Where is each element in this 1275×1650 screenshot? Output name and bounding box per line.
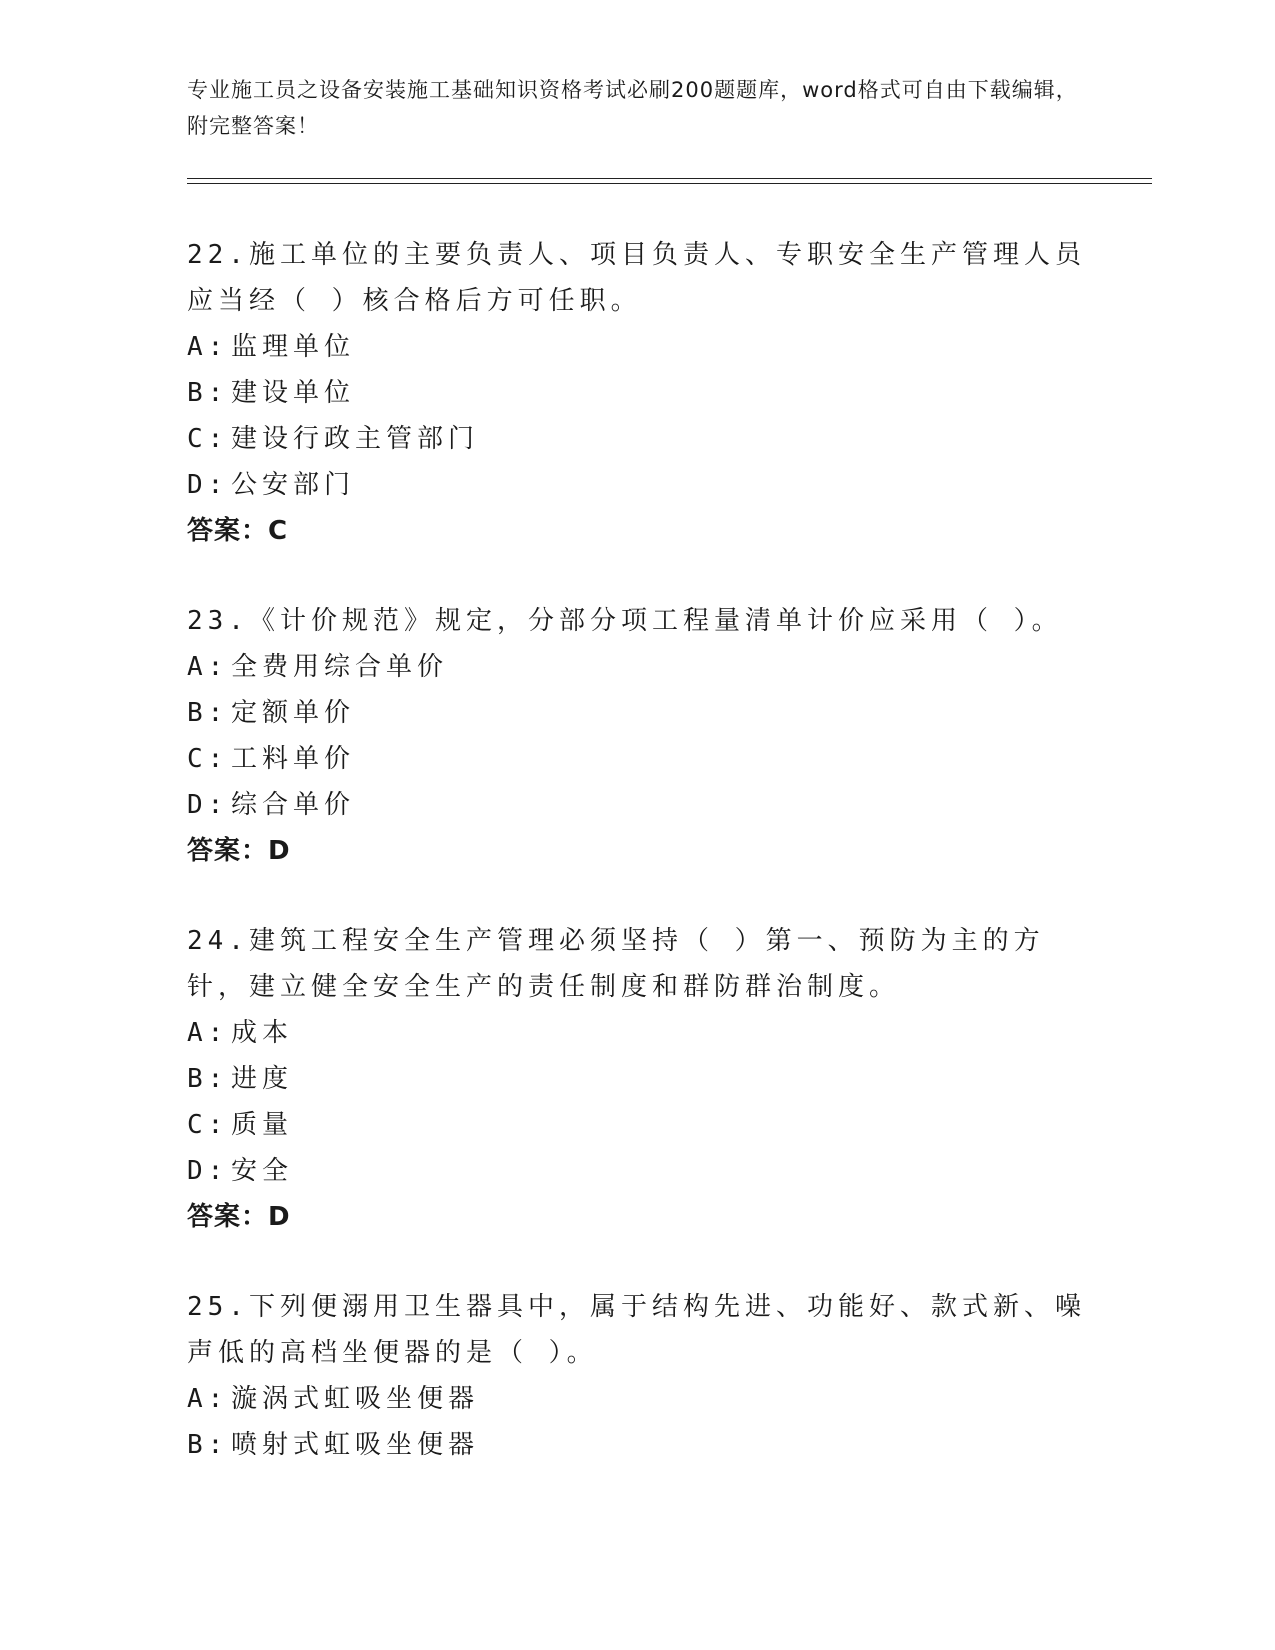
option-key: B: — [187, 378, 229, 408]
option-key: A: — [187, 332, 229, 362]
option-text: 建设行政主管部门 — [231, 424, 480, 454]
option-b — [187, 1422, 1087, 1468]
option-b — [187, 1056, 1087, 1102]
option-key: B: — [187, 1430, 229, 1460]
option-text: 安全 — [231, 1156, 294, 1186]
option-key: C: — [187, 744, 229, 774]
option-d — [187, 782, 1087, 828]
question-25 — [187, 1284, 1087, 1468]
option-key: D: — [187, 470, 229, 500]
header-divider-bottom — [187, 183, 1152, 184]
option-text: 进度 — [231, 1064, 294, 1094]
option-key: A: — [187, 652, 229, 682]
option-key: B: — [187, 698, 229, 728]
question-22 — [187, 232, 1087, 554]
question-list — [187, 232, 1087, 1512]
question-23 — [187, 598, 1087, 874]
option-text: 监理单位 — [231, 332, 356, 362]
option-b — [187, 370, 1087, 416]
option-text: 漩涡式虹吸坐便器 — [231, 1384, 480, 1414]
question-stem: 22.施工单位的主要负责人、项目负责人、专职安全生产管理人员应当经（ ）核合格后方可任职。 — [187, 240, 1086, 316]
option-text: 质量 — [231, 1110, 294, 1140]
answer-label: 答案：D — [187, 1202, 291, 1232]
answer-label: 答案：D — [187, 836, 291, 866]
option-key: A: — [187, 1018, 229, 1048]
question-stem: 23.《计价规范》规定，分部分项工程量清单计价应采用（ ）。 — [187, 606, 1063, 636]
option-d — [187, 1148, 1087, 1194]
option-key: C: — [187, 424, 229, 454]
option-key: C: — [187, 1110, 229, 1140]
option-a — [187, 1010, 1087, 1056]
option-a — [187, 644, 1087, 690]
option-c — [187, 1102, 1087, 1148]
option-c — [187, 736, 1087, 782]
option-key: A: — [187, 1384, 229, 1414]
option-c — [187, 416, 1087, 462]
question-stem: 24.建筑工程安全生产管理必须坚持（ ）第一、预防为主的方针，建立健全安全生产的责任制度和群防群治制度。 — [187, 926, 1045, 1002]
option-text: 定额单价 — [231, 698, 356, 728]
option-text: 工料单价 — [231, 744, 356, 774]
option-text: 全费用综合单价 — [231, 652, 449, 682]
option-b — [187, 690, 1087, 736]
question-stem: 25.下列便溺用卫生器具中，属于结构先进、功能好、款式新、噪声低的高档坐便器的是（ ）。 — [187, 1292, 1086, 1368]
header-divider-top — [187, 178, 1152, 179]
option-d — [187, 462, 1087, 508]
option-key: B: — [187, 1064, 229, 1094]
document-header — [187, 72, 1087, 144]
option-a — [187, 324, 1087, 370]
option-text: 综合单价 — [231, 790, 356, 820]
option-key: D: — [187, 790, 229, 820]
option-text: 成本 — [231, 1018, 294, 1048]
option-a — [187, 1376, 1087, 1422]
question-24 — [187, 918, 1087, 1240]
option-key: D: — [187, 1156, 229, 1186]
option-text: 公安部门 — [231, 470, 356, 500]
document-title: 专业施工员之设备安装施工基础知识资格考试必刷200题题库，word格式可自由下载编辑，附完整答案！ — [187, 78, 1078, 138]
answer-label: 答案：C — [187, 516, 289, 546]
option-text: 喷射式虹吸坐便器 — [231, 1430, 480, 1460]
option-text: 建设单位 — [231, 378, 356, 408]
